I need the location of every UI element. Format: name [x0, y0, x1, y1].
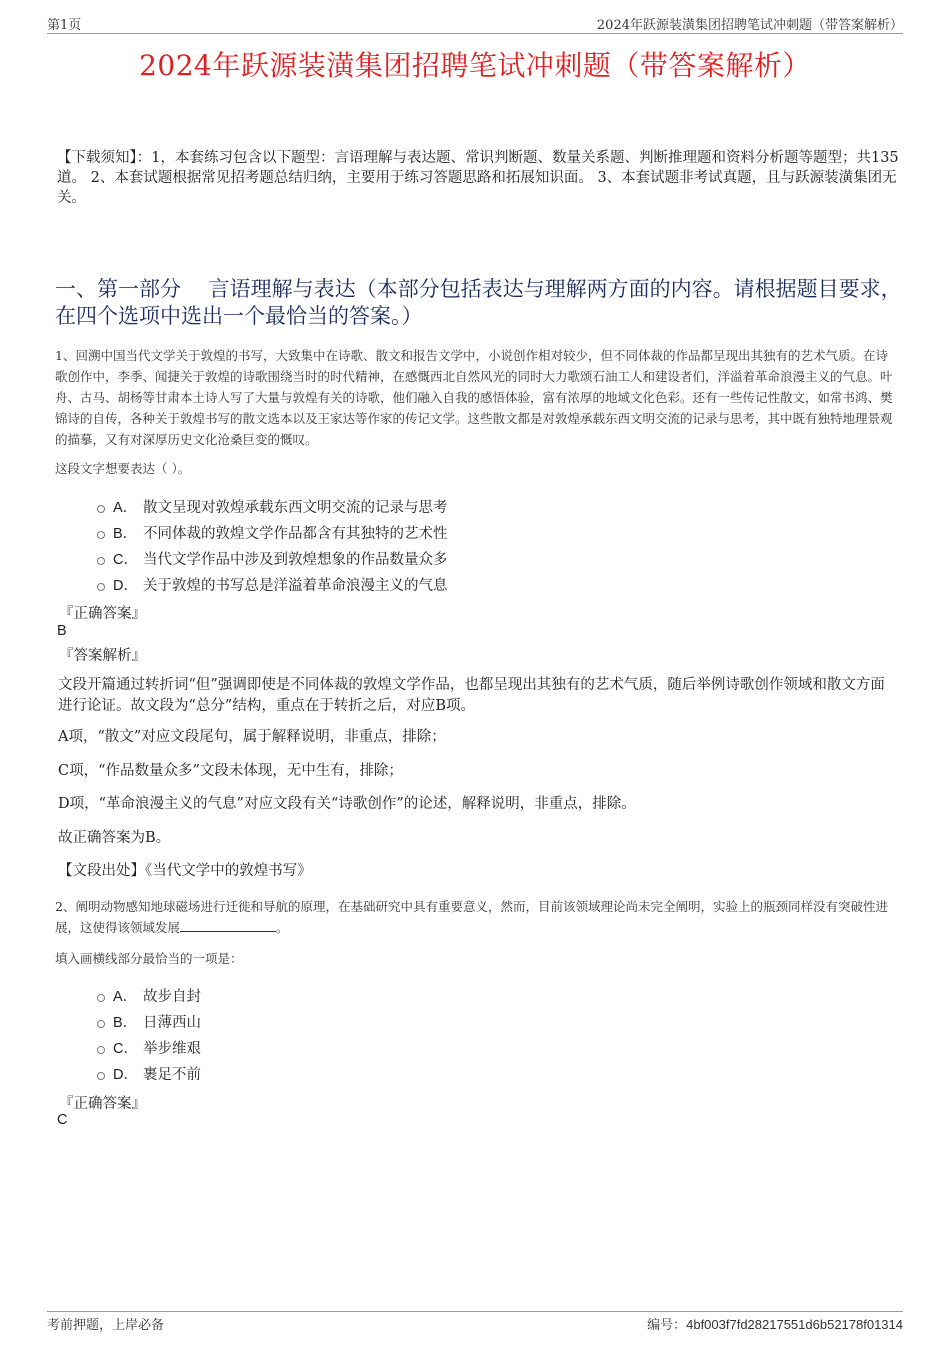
footer-doc-id: 编号：4bf003f7fd28217551d6b52178f01314 — [647, 1317, 903, 1332]
radio-icon[interactable] — [97, 583, 105, 591]
question-2-options — [97, 982, 201, 1086]
question-1-options — [97, 493, 448, 597]
option-b[interactable]: B． 日薄西山 — [97, 1008, 201, 1034]
page-title: 2024年跃源装潢集团招聘笔试冲刺题（带答案解析） — [139, 49, 811, 82]
option-a[interactable]: A． 散文呈现对敦煌承载东西文明交流的记录与思考 — [97, 493, 448, 519]
question-2-passage: 2、阐明动物感知地球磁场进行迁徙和导航的原理，在基础研究中具有重要意义，然而，目前该领域理论尚未完全阐明，实验上的瓶颈同样没有突破性进展，这使得该领域发展 。 — [55, 899, 888, 935]
radio-icon[interactable] — [97, 1046, 105, 1054]
correct-answer-label: 『正确答案』 — [59, 1096, 146, 1112]
analysis-label: 『答案解析』 — [59, 648, 146, 664]
footer-slogan: 考前押题，上岸必备 — [47, 1318, 165, 1333]
page-number: 第1页 — [47, 18, 82, 33]
option-d[interactable]: D． 裹足不前 — [97, 1060, 201, 1086]
analysis-paragraph: 文段开篇通过转折词“但”强调即使是不同体裁的敦煌文学作品，也都呈现出其独有的艺术气质，随后举例诗歌创作领域和散文方面进行论证。故文段为“总分”结构，重点在于转折之后，对应B项。 — [58, 677, 885, 714]
source-citation: 【文段出处】《当代文学中的敦煌书写》 — [58, 863, 312, 879]
option-c[interactable]: C． 举步维艰 — [97, 1034, 201, 1060]
analysis-paragraph: C项，“作品数量众多”文段未体现，无中生有，排除； — [58, 763, 403, 779]
fill-in-blank — [180, 919, 276, 932]
analysis-paragraph: 故正确答案为B。 — [58, 830, 171, 846]
correct-answer-value: B — [57, 623, 67, 639]
option-a[interactable]: A． 故步自封 — [97, 982, 201, 1008]
question-1-prompt: 这段文字想要表达（ ）。 — [55, 461, 191, 476]
option-c[interactable]: C． 当代文学作品中涉及到敦煌想象的作品数量众多 — [97, 545, 448, 571]
section-heading: 一、第一部分 言语理解与表达（本部分包括表达与理解两方面的内容。请根据题目要求，在四个选项中选出一个最恰当的答案。） — [55, 277, 902, 328]
radio-icon[interactable] — [97, 1020, 105, 1028]
question-2-prompt: 填入画横线部分最恰当的一项是： — [55, 951, 243, 966]
option-d[interactable]: D． 关于敦煌的书写总是洋溢着革命浪漫主义的气息 — [97, 571, 448, 597]
analysis-paragraph: A项，“散文”对应文段尾句，属于解释说明，非重点，排除； — [58, 729, 446, 745]
question-1-passage: 1、回溯中国当代文学关于敦煌的书写，大致集中在诗歌、散文和报告文学中，小说创作相对较少，但不同体裁的作品都呈现出其独有的艺术气质。在诗歌创作中，李季、闻捷关于敦煌的诗歌围绕当时的时代精神，在感慨西北自然风光的同时大力歌颂石油工人和建设者们，洋溢着革命浪漫主义的气息。叶舟、古马、胡杨等甘肃本土诗人写了大量与敦煌有关的诗歌，他们融入自我的感悟体验，富有浓厚的地域文化色彩。还有一些传记性散文，如常书鸿、樊锦诗的自传，各种关于敦煌书写的散文选本以及王家达等作家的传记文学。这些散文都是对敦煌承载东西文明交流的记录与思考，其中既有独特地理景观的描摹，又有对深厚历史文化沧桑巨变的慨叹。 — [55, 348, 893, 447]
radio-icon[interactable] — [97, 505, 105, 513]
download-notice: 【下载须知】：1，本套练习包含以下题型：言语理解与表达题、常识判断题、数量关系题、判断推理题和资料分析题等题型；共135道。 2、本套试题根据常见招考题总结归纳，主要用于练习答题思路和拓展知识面。 3、本套试题非考试真题，且与跃源装潢集团无关。 — [57, 150, 899, 206]
radio-icon[interactable] — [97, 531, 105, 539]
header-divider — [47, 33, 903, 34]
correct-answer-label: 『正确答案』 — [59, 606, 146, 622]
radio-icon[interactable] — [97, 994, 105, 1002]
radio-icon[interactable] — [97, 557, 105, 565]
correct-answer-value: C — [57, 1112, 68, 1128]
analysis-paragraph: D项，“革命浪漫主义的气息”对应文段有关“诗歌创作”的论述，解释说明，非重点，排除。 — [58, 796, 636, 812]
header-doc-title: 2024年跃源装潢集团招聘笔试冲刺题（带答案解析） — [596, 18, 903, 33]
footer-divider — [47, 1311, 903, 1312]
option-b[interactable]: B． 不同体裁的敦煌文学作品都含有其独特的艺术性 — [97, 519, 448, 545]
radio-icon[interactable] — [97, 1072, 105, 1080]
